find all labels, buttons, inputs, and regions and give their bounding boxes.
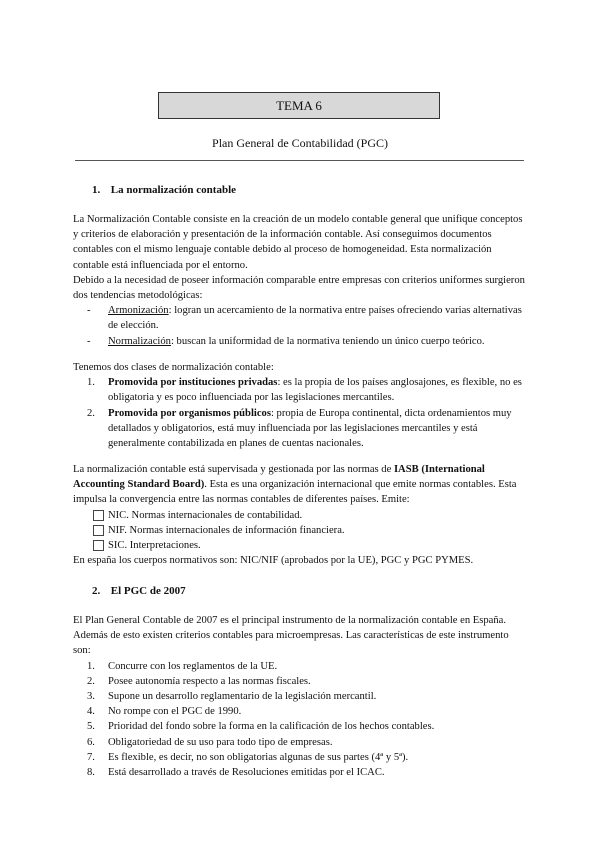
term-text: : buscan la uniformidad de la normativa teniendo un único cuerpo teórico. (170, 335, 485, 347)
checkbox-icon (93, 525, 104, 536)
pgc-intro-paragraph: El Plan General Contable de 2007 es el principal instrumento de la normalización contable en España. Además de esto existen criterios contables para microempresas. Las características de este instrumento son: (73, 615, 509, 657)
list-item: 2. Promovida por organismos públicos: propia de Europa continental, dicta ordenamientos muy detallados y obligatorios, está muy influenciada por las legislaciones mercantiles y está generalmente contabilizada en planes de cuentas nacionales. (87, 407, 512, 450)
norm-item: NIC. Normas internacionales de contabilidad. (73, 508, 528, 523)
list-item: - Armonización: logran un acercamiento de la normativa entre países ofreciendo varias alternativas de elección. (87, 305, 522, 332)
list-item: 7. Es flexible, es decir, no son obligatorias algunas de sus partes (4ª y 5ª). (87, 751, 409, 763)
list-item: 5. Prioridad del fondo sobre la forma en la calificación de los hechos contables. (87, 721, 435, 733)
section-2-block (73, 613, 528, 780)
classes-intro: Tenemos dos clases de normalización contable: (73, 362, 274, 373)
section-1-heading (92, 183, 236, 198)
need-paragraph: Debido a la necesidad de poseer información comparable entre empresas con criterios uniformes surgieron dos tendencias metodológicas: (73, 274, 525, 302)
classes-block (73, 360, 528, 451)
section-2-title: El PGC de 2007 (110, 585, 186, 597)
term: Promovida por instituciones privadas (108, 377, 278, 389)
intro-paragraph: La Normalización Contable consiste en la creación de un modelo contable general que unifique conceptos y criterios de elaboración y presentación de la información contable. Así conseguimos documentos contables con el mismo lenguaje contable debido al proceso de homogeneidad. Esta normalización contable está influenciada por el entorno. (73, 214, 523, 271)
iasb-paragraph: La normalización contable está supervisada y gestionada por las normas de IASB (International Accounting Standard Board). Esta es una organización internacional que emite normas contables. Esta impulsa la convergencia entre las normas contables de diferentes países. Emite: (73, 464, 517, 506)
term: Promovida por organismos públicos (108, 407, 271, 419)
term: Armonización (108, 305, 169, 317)
document-title: TEMA 6 (158, 92, 440, 119)
checkbox-icon (93, 540, 104, 551)
iasb-name: IASB (International Accounting Standard Board) (73, 464, 485, 491)
classes-list (73, 375, 528, 451)
list-item: 1. Promovida por instituciones privadas: es la propia de los países anglosajones, es flexible, no es obligatoria y es poco influenciada por las legislaciones mercantiles. (87, 377, 522, 404)
section-1-number: 1. (92, 184, 101, 196)
section-1-title: La normalización contable (110, 184, 237, 196)
term: Normalización (108, 335, 171, 347)
term-text: : es la propia de los países anglosajones, es flexible, no es obligatoria y es poco influenciada por las legislaciones mercantiles. (108, 377, 522, 404)
spain-paragraph: En españa los cuerpos normativos son: NIC/NIF (aprobados por la UE), PGC y PGC PYMES. (73, 555, 474, 567)
norm-item: NIF. Normas internacionales de información financiera. (73, 523, 528, 538)
list-item: 6. Obligatoriedad de su uso para todo tipo de empresas. (87, 736, 333, 748)
list-item: 8. Está desarrollado a través de Resoluciones emitidas por el ICAC. (87, 767, 385, 779)
norm-item: SIC. Interpretaciones. (73, 538, 528, 553)
checkbox-icon (93, 510, 104, 521)
divider (75, 160, 524, 161)
list-item: 1. Concurre con los reglamentos de la UE. (87, 660, 278, 672)
list-item: 4. No rompe con el PGC de 1990. (87, 706, 242, 718)
list-item: 3. Supone un desarrollo reglamentario de la legislación mercantil. (87, 691, 377, 703)
term-text: : propia de Europa continental, dicta ordenamientos muy detallados y obligatorios, está muy influenciada por las legislaciones mercantiles y está generalmente contabilizada en planes de cuentas nacionales. (108, 407, 512, 450)
tendencies-list (73, 303, 528, 349)
section-2-heading (92, 584, 186, 599)
term-text: : logran un acercamiento de la normativa entre países ofreciendo varias alternativas de elección. (108, 305, 522, 332)
list-item: - Normalización: buscan la uniformidad de la normativa teniendo un único cuerpo teórico. (87, 335, 485, 347)
features-list (73, 659, 528, 781)
section-1-intro-block (73, 212, 528, 349)
list-item: 2. Posee autonomía respecto a las normas fiscales. (87, 675, 311, 687)
document-subtitle: Plan General de Contabilidad (PGC) (212, 136, 388, 150)
iasb-block (73, 462, 528, 568)
section-2-number: 2. (92, 585, 101, 597)
